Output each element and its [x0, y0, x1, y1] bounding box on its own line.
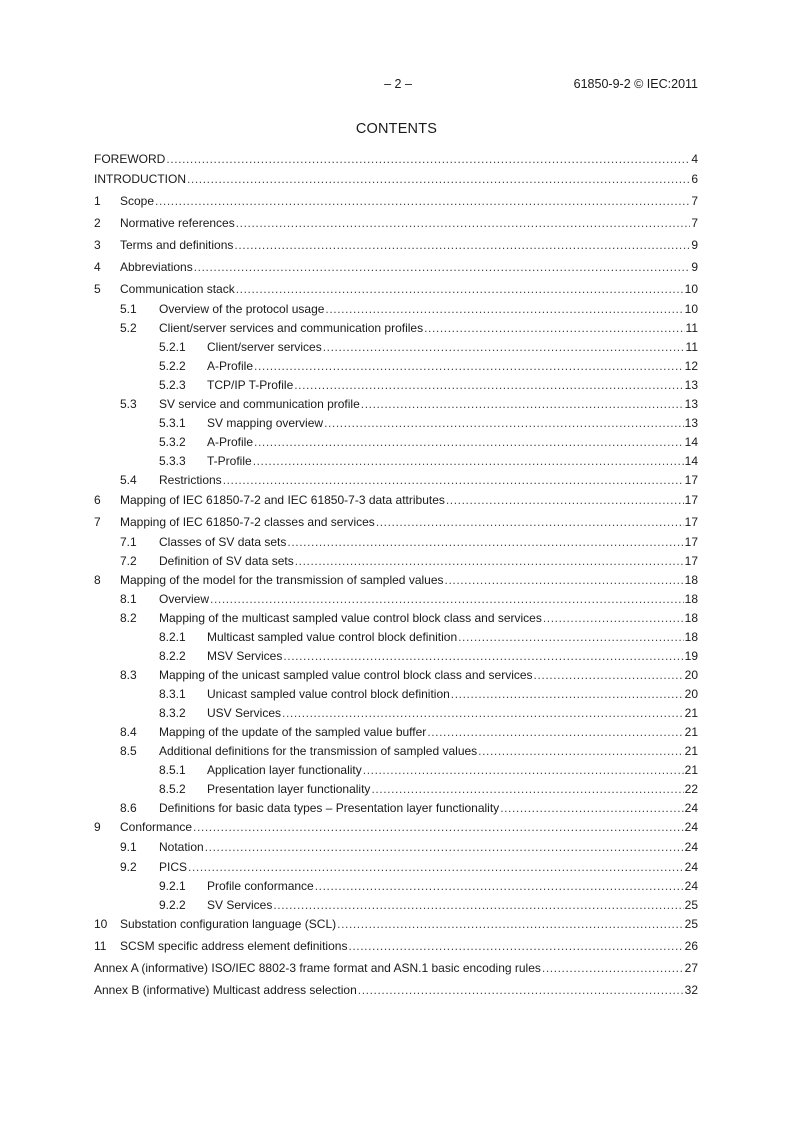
toc-entry-title: Definition of SV data sets [159, 554, 294, 568]
dot-leader [254, 433, 684, 451]
dot-leader [166, 150, 690, 168]
toc-entry-page: 17 [684, 515, 698, 529]
dot-leader [445, 571, 684, 589]
toc-entry-title: PICS [159, 860, 188, 874]
toc-entry-number: 9.2.1 [159, 879, 186, 893]
toc-entry-page: 25 [684, 917, 698, 931]
toc-entry-page: 24 [684, 820, 698, 834]
dot-leader [371, 780, 683, 798]
toc-entry-number: 8.3.1 [159, 687, 186, 701]
toc-entry-number: 5.3 [120, 397, 137, 411]
toc-entry[interactable] [94, 896, 698, 914]
dot-leader [254, 357, 684, 375]
toc-entry-page: 10 [684, 282, 698, 296]
toc-entry-page: 7 [691, 216, 698, 230]
toc-entry[interactable] [94, 723, 698, 741]
toc-entry-title: Annex A (informative) ISO/IEC 8802-3 frame format and ASN.1 basic encoding rules [94, 961, 541, 975]
dot-leader [193, 818, 684, 836]
dot-leader [236, 280, 684, 298]
toc-entry-page: 18 [684, 611, 698, 625]
toc-entry[interactable] [94, 414, 698, 432]
toc-entry-title: A-Profile [207, 359, 254, 373]
toc-entry-page: 13 [684, 416, 698, 430]
toc-entry-page: 22 [684, 782, 698, 796]
toc-entry-page: 20 [684, 687, 698, 701]
dot-leader [534, 666, 684, 684]
toc-entry-title: Application layer functionality [207, 763, 362, 777]
toc-entry[interactable] [94, 838, 698, 856]
toc-entry-title: Substation configuration language (SCL) [120, 917, 337, 931]
toc-entry-number: 3 [94, 238, 101, 252]
toc-entry-title: Mapping of IEC 61850-7-2 and IEC 61850-7-3 data attributes [120, 493, 445, 507]
toc-entry[interactable] [94, 877, 698, 895]
toc-entry-number: 8.5.1 [159, 763, 186, 777]
dot-leader [363, 761, 684, 779]
toc-entry-page: 10 [684, 302, 698, 316]
dot-leader [315, 877, 684, 895]
toc-entry-title: Mapping of the update of the sampled value buffer [159, 725, 427, 739]
toc-entry-page: 26 [684, 939, 698, 953]
toc-entry-title: USV Services [207, 706, 282, 720]
dot-leader [273, 896, 683, 914]
toc-entry-page: 25 [684, 898, 698, 912]
dot-leader [253, 452, 684, 470]
contents-title: CONTENTS [355, 121, 438, 137]
toc-entry[interactable] [94, 491, 698, 509]
toc-entry[interactable] [94, 319, 698, 337]
toc-entry-number: 11 [94, 939, 107, 953]
toc-entry-title: Mapping of IEC 61850-7-2 classes and services [120, 515, 375, 529]
dot-leader [446, 491, 684, 509]
toc-entry-number: 8.5.2 [159, 782, 186, 796]
toc-entry-title: Conformance [120, 820, 193, 834]
toc-entry[interactable] [94, 858, 698, 876]
toc-entry-title: Definitions for basic data types – Presentation layer functionality [159, 801, 500, 815]
toc-entry[interactable] [94, 214, 698, 232]
toc-entry-number: 5.3.1 [159, 416, 186, 430]
toc-entry[interactable] [94, 761, 698, 779]
toc-entry[interactable] [94, 647, 698, 665]
toc-entry-page: 18 [684, 592, 698, 606]
toc-entry[interactable] [94, 915, 698, 933]
toc-entry[interactable] [94, 170, 698, 188]
toc-entry-number: 5.2.3 [159, 378, 186, 392]
toc-entry-title: Overview of the protocol usage [159, 302, 325, 316]
toc-entry-number: 5.2.2 [159, 359, 186, 373]
toc-entry-title: Profile conformance [207, 879, 314, 893]
toc-entry[interactable] [94, 685, 698, 703]
toc-entry-number: 4 [94, 260, 101, 274]
dot-leader [295, 552, 684, 570]
toc-entry[interactable] [94, 236, 698, 254]
toc-entry-number: 7 [94, 515, 101, 529]
toc-entry-page: 21 [684, 725, 698, 739]
toc-entry-title: Mapping of the multicast sampled value control block class and services [159, 611, 542, 625]
toc-entry-number: 8.3.2 [159, 706, 186, 720]
toc-entry-page: 13 [684, 378, 698, 392]
dot-leader [187, 170, 690, 188]
dot-leader [234, 236, 690, 254]
toc-entry-page: 17 [684, 535, 698, 549]
toc-entry-number: 8.5 [120, 744, 137, 758]
toc-entry-page: 24 [684, 860, 698, 874]
toc-entry-number: 8.1 [120, 592, 137, 606]
toc-entry-page: 18 [684, 573, 698, 587]
toc-entry[interactable] [94, 628, 698, 646]
toc-entry-number: 5.3.2 [159, 435, 186, 449]
toc-entry-page: 24 [684, 801, 698, 815]
dot-leader [155, 192, 690, 210]
toc-entry-number: 5.3.3 [159, 454, 186, 468]
toc-entry[interactable] [94, 258, 698, 276]
dot-leader [424, 319, 684, 337]
dot-leader [283, 647, 683, 665]
toc-entry-page: 12 [684, 359, 698, 373]
toc-entry-title: Multicast sampled value control block definition [207, 630, 458, 644]
toc-entry-title: Abbreviations [120, 260, 193, 274]
toc-entry-number: 8.3 [120, 668, 137, 682]
toc-entry-number: 8.2.1 [159, 630, 186, 644]
toc-entry[interactable] [94, 395, 698, 413]
toc-entry[interactable] [94, 150, 698, 168]
toc-entry[interactable] [94, 452, 698, 470]
toc-entry[interactable] [94, 513, 698, 531]
toc-entry-title: Classes of SV data sets [159, 535, 287, 549]
toc-entry-number: 5 [94, 282, 101, 296]
toc-entry-page: 14 [684, 454, 698, 468]
dot-leader [500, 799, 683, 817]
toc-entry-title: Communication stack [120, 282, 235, 296]
toc-entry[interactable] [94, 590, 698, 608]
toc-entry-page: 21 [684, 763, 698, 777]
toc-entry-number: 5.2.1 [159, 340, 186, 354]
dot-leader [324, 414, 684, 432]
toc-entry-page: 21 [684, 744, 698, 758]
toc-entry[interactable] [94, 338, 698, 356]
toc-entry[interactable] [94, 552, 698, 570]
dot-leader [337, 915, 684, 933]
toc-entry-number: 5.4 [120, 473, 137, 487]
toc-entry[interactable] [94, 192, 698, 210]
toc-entry-page: 27 [684, 961, 698, 975]
dot-leader [282, 704, 684, 722]
toc-entry-number: 9.1 [120, 840, 137, 854]
toc-entry-title: Client/server services [207, 340, 322, 354]
toc-entry-title: Normative references [120, 216, 235, 230]
toc-entry[interactable] [94, 799, 698, 817]
dot-leader [427, 723, 683, 741]
dot-leader [358, 981, 684, 999]
toc-entry[interactable] [94, 533, 698, 551]
dot-leader [478, 742, 683, 760]
toc-entry-number: 9 [94, 820, 101, 834]
toc-entry-title: FOREWORD [94, 152, 166, 166]
toc-entry-page: 17 [684, 473, 698, 487]
dot-leader [348, 937, 683, 955]
toc-entry-title: A-Profile [207, 435, 254, 449]
dot-leader [325, 300, 683, 318]
toc-entry-page: 32 [684, 983, 698, 997]
toc-entry-page: 14 [684, 435, 698, 449]
toc-entry-page: 7 [691, 194, 698, 208]
toc-entry-title: Mapping of the unicast sampled value control block class and services [159, 668, 533, 682]
toc-entry-title: Restrictions [159, 473, 222, 487]
toc-entry-page: 13 [684, 397, 698, 411]
toc-entry[interactable] [94, 742, 698, 760]
toc-entry-page: 9 [691, 260, 698, 274]
toc-entry-page: 4 [691, 152, 698, 166]
toc-entry-number: 7.2 [120, 554, 137, 568]
toc-entry-number: 8 [94, 573, 101, 587]
dot-leader [294, 376, 683, 394]
page-number: – 2 – [384, 77, 412, 91]
toc-entry-title: Overview [159, 592, 210, 606]
toc-entry-title: Terms and definitions [120, 238, 234, 252]
toc-entry[interactable] [94, 937, 698, 955]
toc-entry-number: 9.2 [120, 860, 137, 874]
toc-entry-page: 19 [684, 649, 698, 663]
toc-entry[interactable] [94, 704, 698, 722]
toc-entry-title: Additional definitions for the transmission of sampled values [159, 744, 478, 758]
toc-entry-title: Unicast sampled value control block definition [207, 687, 450, 701]
toc-entry-number: 6 [94, 493, 101, 507]
toc-entry-title: INTRODUCTION [94, 172, 186, 186]
dot-leader [223, 471, 684, 489]
toc-entry-title: TCP/IP T-Profile [207, 378, 294, 392]
toc-entry[interactable] [94, 666, 698, 684]
document-reference: 61850-9-2 © IEC:2011 [573, 77, 698, 91]
toc-entry-page: 11 [685, 340, 698, 354]
dot-leader [451, 685, 684, 703]
toc-entry-title: Mapping of the model for the transmission of sampled values [120, 573, 444, 587]
toc-entry-number: 8.2 [120, 611, 137, 625]
toc-entry[interactable] [94, 571, 698, 589]
dot-leader [194, 258, 691, 276]
toc-entry-number: 9.2.2 [159, 898, 186, 912]
dot-leader [542, 959, 684, 977]
dot-leader [543, 609, 684, 627]
toc-entry-number: 10 [94, 917, 108, 931]
toc-entry[interactable] [94, 471, 698, 489]
toc-entry-number: 8.6 [120, 801, 137, 815]
toc-entry-number: 1 [94, 194, 101, 208]
toc-entry-number: 8.2.2 [159, 649, 186, 663]
table-of-contents [94, 150, 698, 999]
toc-entry-page: 6 [691, 172, 698, 186]
toc-entry[interactable] [94, 280, 698, 298]
toc-entry-title: Notation [159, 840, 204, 854]
dot-leader [361, 395, 684, 413]
toc-entry-title: MSV Services [207, 649, 283, 663]
toc-entry-page: 24 [684, 879, 698, 893]
toc-entry-title: T-Profile [207, 454, 252, 468]
toc-entry-title: Scope [120, 194, 155, 208]
toc-entry-title: SV mapping overview [207, 416, 324, 430]
toc-entry-page: 11 [685, 321, 698, 335]
dot-leader [205, 838, 684, 856]
dot-leader [287, 533, 683, 551]
toc-entry-number: 8.4 [120, 725, 137, 739]
toc-entry[interactable] [94, 818, 698, 836]
toc-entry-page: 17 [684, 554, 698, 568]
toc-entry-title: SV service and communication profile [159, 397, 360, 411]
dot-leader [236, 214, 691, 232]
toc-entry[interactable] [94, 300, 698, 318]
toc-entry[interactable] [94, 959, 698, 977]
dot-leader [188, 858, 684, 876]
toc-entry-number: 5.2 [120, 321, 137, 335]
toc-entry-page: 21 [684, 706, 698, 720]
toc-entry-page: 24 [684, 840, 698, 854]
dot-leader [323, 338, 685, 356]
toc-entry[interactable] [94, 780, 698, 798]
toc-entry-page: 17 [684, 493, 698, 507]
toc-entry-page: 9 [691, 238, 698, 252]
dot-leader [210, 590, 684, 608]
toc-entry[interactable] [94, 981, 698, 999]
toc-entry-title: Client/server services and communication profiles [159, 321, 424, 335]
toc-entry-number: 2 [94, 216, 101, 230]
toc-entry-page: 20 [684, 668, 698, 682]
toc-entry-number: 7.1 [120, 535, 137, 549]
toc-entry-page: 18 [684, 630, 698, 644]
toc-entry-number: 5.1 [120, 302, 137, 316]
toc-entry-title: SV Services [207, 898, 273, 912]
dot-leader [458, 628, 684, 646]
dot-leader [376, 513, 684, 531]
toc-entry-title: Annex B (informative) Multicast address selection [94, 983, 357, 997]
toc-entry[interactable] [94, 609, 698, 627]
toc-entry[interactable] [94, 376, 698, 394]
toc-entry-title: Presentation layer functionality [207, 782, 371, 796]
toc-entry-title: SCSM specific address element definitions [120, 939, 348, 953]
toc-entry[interactable] [94, 433, 698, 451]
toc-entry[interactable] [94, 357, 698, 375]
